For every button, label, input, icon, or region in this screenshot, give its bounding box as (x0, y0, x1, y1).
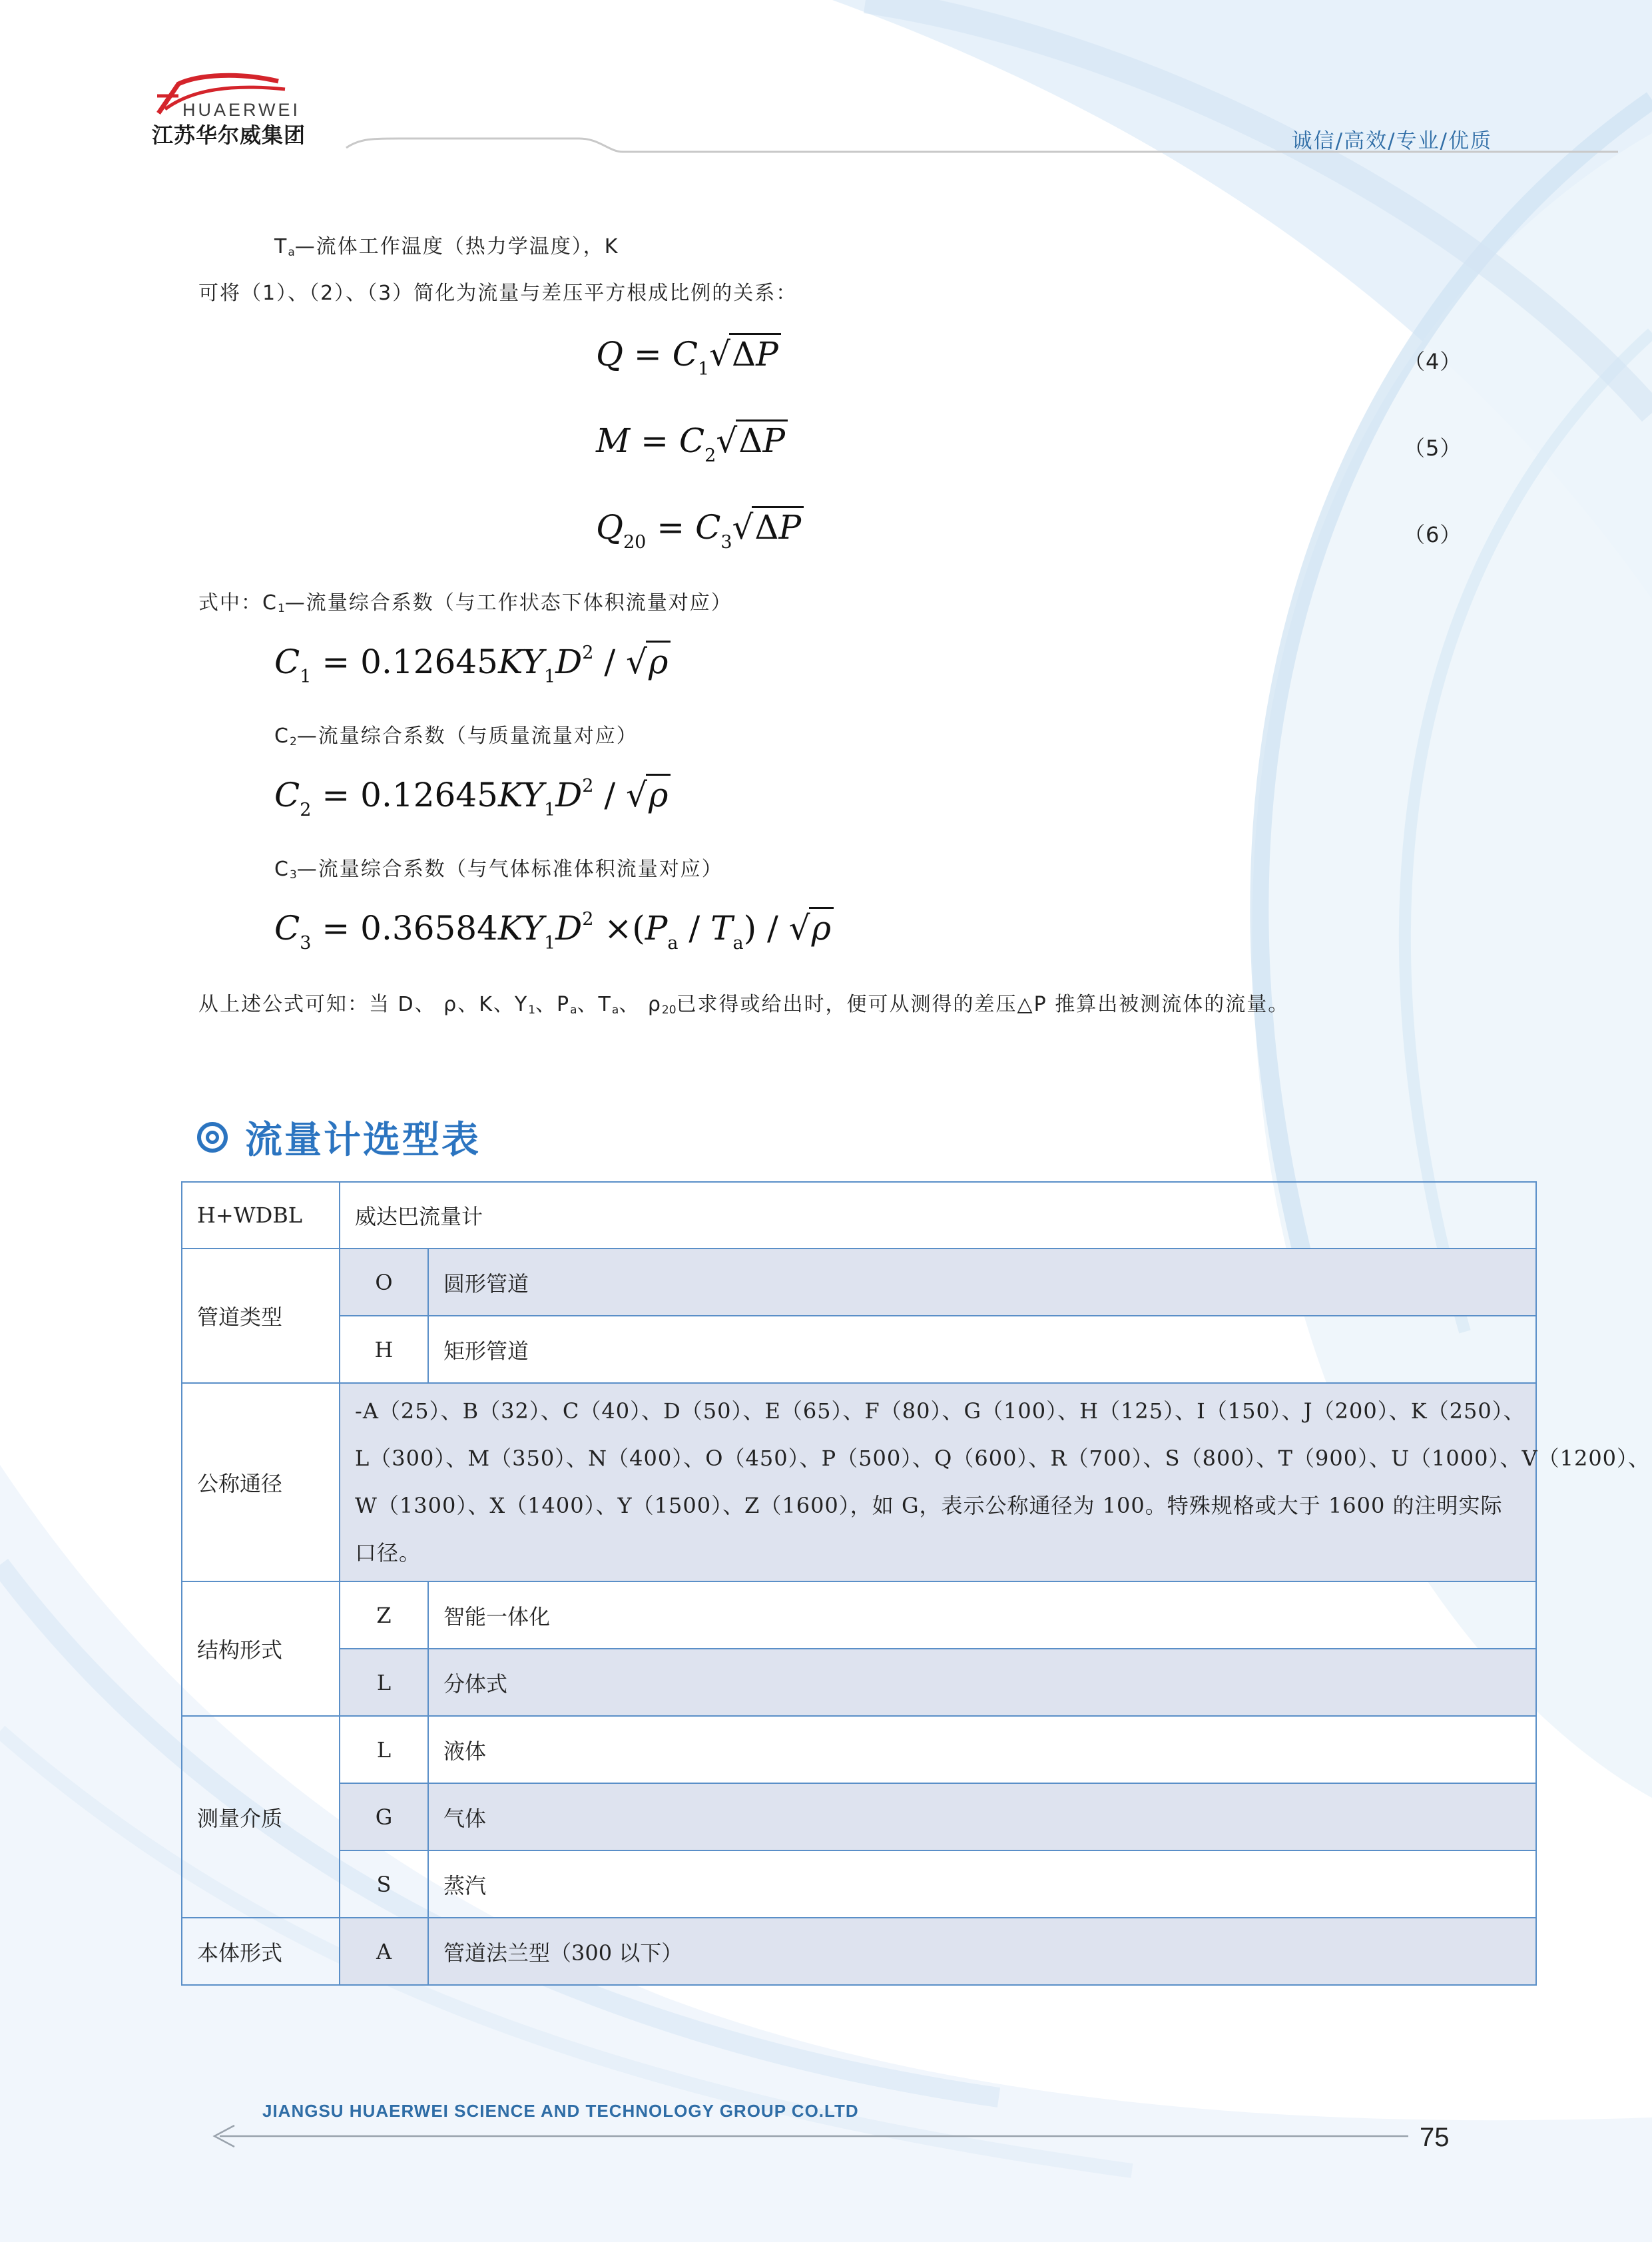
equation-number-6: （6） (1404, 522, 1462, 547)
simplify-sentence: 可将（1）、（2）、（3）简化为流量与差压平方根成比例的关系： (198, 282, 798, 305)
table-row (182, 1249, 1536, 1316)
option-code: S (340, 1850, 428, 1918)
option-desc: 液体 (428, 1716, 1536, 1783)
formula-5: $M = C_2√\Delta P$ (596, 420, 788, 466)
table-row (182, 1383, 1536, 1581)
c3-definition: $C_3—$流量综合系数（与气体标准体积流量对应） (274, 858, 723, 882)
model-name-cell: 威达巴流量计 (340, 1182, 1536, 1249)
diameter-label: 公称通径 (182, 1383, 340, 1581)
section-title: 流量计选型表 (245, 1119, 481, 1162)
option-code: G (340, 1783, 428, 1850)
equation-number-4: （4） (1404, 349, 1462, 374)
formula-c3: $C_3 = 0.36584KY_1D^2 \times(P_a / T_a) / √\rho$ (274, 907, 834, 954)
diameter-line: L（300）、M（350）、N（400）、O（450）、P（500）、Q（600）、R（700）、S（800）、T（900）、U（1000）、V（1200）、 (355, 1446, 1651, 1471)
option-desc: 分体式 (428, 1649, 1536, 1716)
page-number: 75 (1420, 2123, 1450, 2152)
option-code: O (340, 1249, 428, 1316)
option-desc: 矩形管道 (428, 1316, 1536, 1383)
option-desc: 智能一体化 (428, 1581, 1536, 1649)
pipe-type-label: 管道类型 (182, 1249, 340, 1383)
medium-label: 测量介质 (182, 1716, 340, 1918)
table-row (182, 1783, 1536, 1850)
table-row (182, 1918, 1536, 1985)
header-slogan: 诚信/高效/专业/优质 (1291, 129, 1492, 153)
section-heading (197, 1111, 481, 1164)
option-desc: 管道法兰型（300 以下） (428, 1918, 1536, 1985)
option-code: L (340, 1716, 428, 1783)
diameter-line: -A（25）、B（32）、C（40）、D（50）、E（65）、F（80）、G（100）、H（125）、I（150）、J（200）、K（250）、 (355, 1398, 1525, 1424)
conclusion-sentence: 从上述公式可知：当 D、 ρ、K、$Y_1$、$P_a$、$T_a$、 $\rho_{20}$已求得或给出时，便可从测得的差压△P 推算出被测流体的流量。 (198, 993, 1290, 1017)
formula-c2: $C_2 = 0.12645KY_1D^2 / √\rho$ (274, 774, 671, 820)
option-desc: 蒸汽 (428, 1850, 1536, 1918)
body-form-label: 本体形式 (182, 1918, 340, 1985)
option-desc: 圆形管道 (428, 1249, 1536, 1316)
diameter-line: 口径。 (355, 1540, 421, 1565)
formula-4: $Q = C_1√\Delta P$ (596, 333, 781, 380)
table-row (182, 1581, 1536, 1649)
option-desc: 气体 (428, 1783, 1536, 1850)
option-code: H (340, 1316, 428, 1383)
logo-chinese-text: 江苏华尔威集团 (152, 123, 306, 148)
logo-english-text: HUAERWEI (182, 100, 301, 120)
target-circle-icon (197, 1122, 228, 1153)
selection-table (181, 1181, 1651, 1986)
c1-definition: 式中：$C_1—$流量综合系数（与工作状态下体积流量对应） (198, 591, 732, 615)
option-code: Z (340, 1581, 428, 1649)
option-code: A (340, 1918, 428, 1985)
option-code: L (340, 1649, 428, 1716)
table-row (182, 1716, 1536, 1783)
formula-c1: $C_1 = 0.12645KY_1D^2 / √\rho$ (274, 641, 671, 687)
company-logo (152, 69, 325, 149)
structure-label: 结构形式 (182, 1581, 340, 1716)
diameter-line: W（1300）、X（1400）、Y（1500）、Z（1600），如 G，表示公称通径为 100。特殊规格或大于 1600 的注明实际 (355, 1493, 1503, 1518)
diameter-options-cell (340, 1383, 1651, 1581)
footer-company-name: JIANGSU HUAERWEI SCIENCE AND TECHNOLOGY GROUP CO.LTD (262, 2101, 859, 2121)
model-code-cell: H+WDBL (182, 1182, 340, 1249)
table-row (182, 1649, 1536, 1716)
ta-definition: $T_a—$流体工作温度（热力学温度），K (274, 235, 619, 259)
table-row (182, 1182, 1536, 1249)
table-row (182, 1850, 1536, 1918)
equation-number-5: （5） (1404, 435, 1462, 461)
formula-6: $Q_{20} = C_3√\Delta P$ (596, 506, 804, 553)
c2-definition: $C_2—$流量综合系数（与质量流量对应） (274, 724, 638, 748)
table-row (182, 1316, 1536, 1383)
